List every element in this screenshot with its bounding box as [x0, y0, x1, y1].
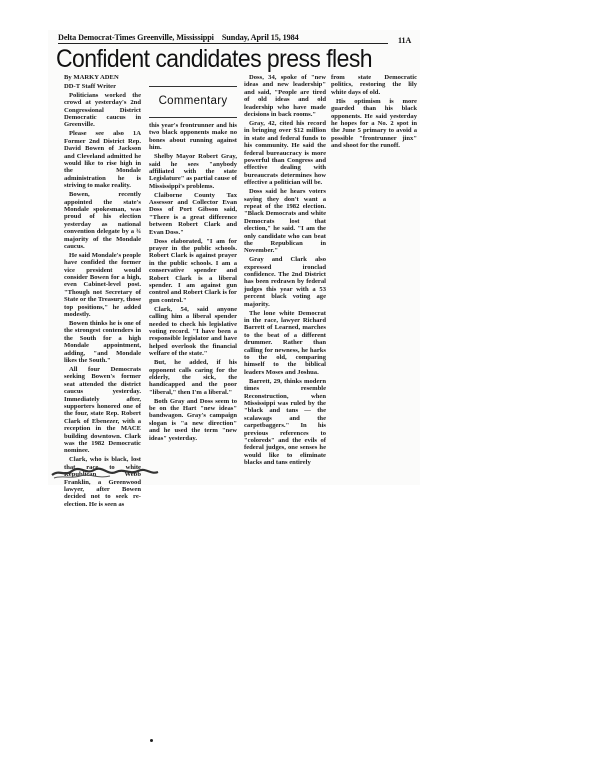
page-number: 11A [398, 36, 412, 45]
paragraph: He said Mondale's people have confided the former vice president would consider Bowen for a high, even Cabinet-level post. "Though not Secretary of State or the Treasury, those top positions," he added modestly. [64, 251, 141, 319]
paragraph: Gray and Clark also expressed ironclad confidence. The 2nd District has been redrawn by federal judges this year with a 53 percent black voting age majority. [244, 256, 326, 308]
dateline [58, 33, 388, 44]
byline-author: By MARKY ADEN [64, 74, 119, 81]
paragraph: Doss elaborated, "I am for prayer in the public schools. Robert Clark is against prayer in the public schools. I am a conservative spender and Robert Clark is a liberal spender. I am against gun control and Robert Clark is for gun control." [149, 237, 237, 304]
paragraph: Bowen thinks he is one of the strongest contenders in the South for a high Mondale appointment, adding, "and Mondale likes the South." [64, 320, 141, 365]
article-column-1 [64, 74, 141, 510]
paragraph: But, he added, if his opponent calls caring for the elderly, the sick, the handicapped and the poor "liberal," then I'm a liberal." [149, 359, 237, 396]
paragraph: from state Democratic politics, restoring the lily white days of old. [331, 74, 417, 96]
paragraph: Both Gray and Doss seem to be on the Hart "new ideas" bandwagon. Gray's campaign slogan is "a new direction" and he used the term "new ideas" yesterday. [149, 397, 237, 442]
paragraph: Barrett, 29, thinks modern times resemble Reconstruction, when Mississippi was ruled by the "black and tans — the scalawags and the carpetbaggers." In his previous references to "coloreds" and the evils of federal judges, one senses he would like to eliminate blacks and tans entirely [244, 377, 326, 467]
paragraph: Clark, 54, said anyone calling him a liberal spender needed to check his legislative voting record. "I have been a responsible legislator and have helped overlook the financial welfare of the state." [149, 305, 237, 358]
dateline-date: Sunday, April 15, 1984 [221, 33, 299, 42]
paragraph: Claiborne County Tax Assessor and Collector Evan Doss of Port Gibson said, "There is a great difference between Robert Clark and Evan Doss." [149, 191, 237, 236]
paragraph: Politicians worked the crowd at yesterday's 2nd Congressional District Democratic caucus in Greenville. [64, 91, 141, 129]
article-column-3 [244, 74, 326, 468]
headline: Confident candidates press flesh [56, 45, 373, 73]
paragraph: The lone white Democrat in the race, lawyer Richard Barrett of Learned, marches to the beat of a different drummer. Rather than calling for newness, he harks to the old, comparing himself to the biblical leaders Moses and Joshua. [244, 309, 326, 376]
paragraph: Gray, 42, cited his record in bringing over $12 million in state and federal funds to his community. He said the federal bureaucracy is more powerful than Congress and effective dealing with bureaucrats determines how effective a politician will be. [244, 119, 326, 187]
article-column-4 [331, 74, 417, 151]
commentary-label-box [149, 86, 237, 118]
paragraph: Please see also 1A Former 2nd District Rep. David Bowen of Jackson and Cleveland admitted he would like to rise high in the Mondale administration he is striving to make reality. [64, 130, 141, 190]
paragraph: Clark, who is black, lost that race to white Republican Webb Franklin, a Greenwood lawyer, after Bowen decided not to seek re-election. He is seen as [64, 456, 141, 508]
paragraph: Shelby Mayor Robert Gray, said he sees "anybody affiliated with the state Legislature" as partial cause of Mississippi's problems. [149, 153, 237, 190]
byline-role: DD-T Staff Writer [64, 82, 117, 90]
paragraph: His optimism is more guarded than his black opponents. He said yesterday he hopes for a No. 2 spot in the June 5 primary to avoid a possible "frontrunner jinx" and shoot for the runoff. [331, 97, 417, 150]
scan-speck [150, 739, 153, 742]
commentary-label: Commentary [158, 95, 228, 107]
paragraph: Bowen, recently appointed the state's Mondale spokesman, was proud of his election yesterday as national convention delegate by a ¾ majority of the Mondale caucus. [64, 191, 141, 250]
torn-edge-fragment [50, 463, 160, 481]
dateline-paper: Delta Democrat-Times Greenville, Mississippi [58, 33, 214, 42]
article-column-2 [149, 122, 237, 444]
paragraph: Doss, 34, spoke of "new ideas and new leadership" and said, "People are tired of old ideas and old leadership who have made decisions in back rooms." [244, 74, 326, 119]
paragraph: All four Democrats seeking Bowen's former seat attended the district caucus yesterday. Immediately after, supporters honored one of the four, state Rep. Robert Clark of Ebenezer, with a reception in the MACE building downtown. Clark was the 1982 Democratic nominee. [64, 365, 141, 455]
paragraph: this year's frontrunner and his two black opponents make no bones about running against him. [149, 122, 237, 152]
paragraph: Doss said he hears voters saying they don't want a repeat of the 1982 election. "Black Democrats and white Democrats lost that election," he said. "I am the only candidate who can beat the Republican in November." [244, 188, 326, 255]
